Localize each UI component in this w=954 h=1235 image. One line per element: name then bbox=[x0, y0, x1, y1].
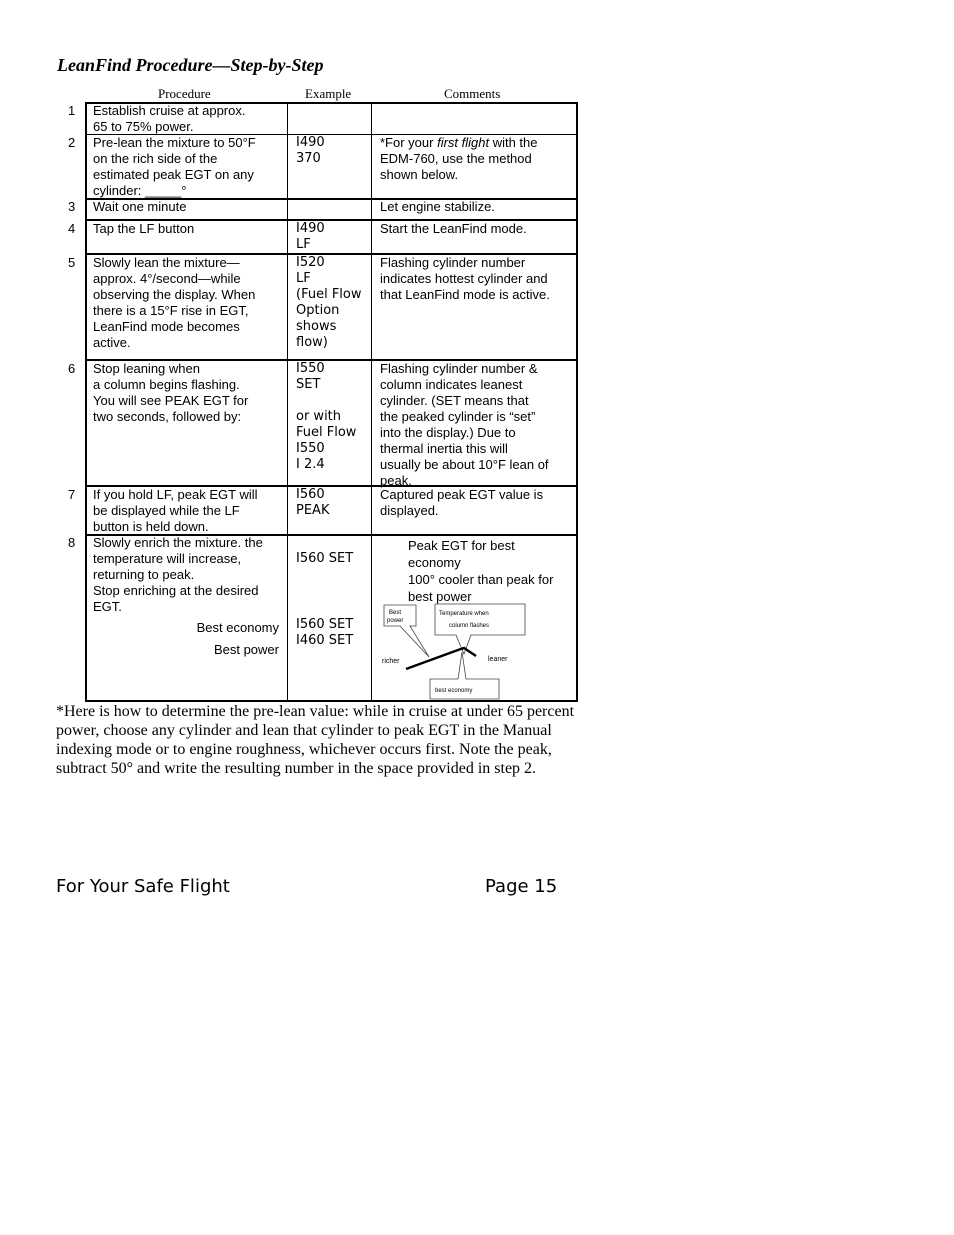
comments-cell bbox=[380, 135, 574, 183]
table-divider-1 bbox=[287, 102, 288, 702]
row-number: 4 bbox=[68, 221, 76, 236]
diagram-temperature-line1: Temperature when bbox=[439, 611, 489, 617]
example-cell: I490 370 bbox=[296, 135, 325, 166]
procedure-cell: Tap the LF button bbox=[93, 221, 195, 236]
footer-title: For Your Safe Flight bbox=[56, 876, 230, 897]
comments-text: with the EDM-760, use the method shown below. bbox=[380, 135, 538, 182]
procedure-cell: Slowly lean the mixture— approx. 4°/second—while observing the display. When there is a 15°F rise in EGT, LeanFind mode becomes active. bbox=[93, 255, 256, 350]
comments-cell: 100° cooler than peak for best power bbox=[408, 572, 554, 604]
best-power-label: Best power bbox=[213, 642, 279, 657]
row-number: 1 bbox=[68, 103, 76, 118]
procedure-cell: Establish cruise at approx. 65 to 75% power. bbox=[93, 103, 246, 134]
procedure-text: Pre-lean the mixture to 50°F on the rich side of the estimated peak EGT on any cylinder: bbox=[93, 135, 256, 198]
pre-lean-blank: _____ bbox=[145, 183, 182, 198]
table-border-right bbox=[576, 102, 578, 702]
comments-cell: Captured peak EGT value is displayed. bbox=[380, 487, 544, 518]
comments-cell: Flashing cylinder number & column indicates leanest cylinder. (SET means that the peaked cylinder is “set” into the display.) Due to thermal inertia this will usually be about 10°F lean of peak. bbox=[380, 361, 549, 488]
comments-cell: Let engine stabilize. bbox=[380, 199, 495, 214]
comments-emphasis: first flight bbox=[437, 135, 490, 150]
comments-cell: Peak EGT for best economy bbox=[408, 538, 515, 570]
table-divider-2 bbox=[371, 102, 372, 702]
diagram-richer: richer bbox=[382, 658, 400, 665]
header-example: Example bbox=[305, 86, 352, 101]
egt-curve-diagram bbox=[376, 600, 574, 700]
row-number: 8 bbox=[68, 535, 76, 550]
diagram-temperature-line2: column flashes bbox=[449, 623, 490, 629]
page-title: LeanFind Procedure—Step-by-Step bbox=[57, 55, 324, 75]
header-comments: Comments bbox=[444, 86, 501, 101]
comments-cell: Start the LeanFind mode. bbox=[380, 221, 527, 236]
row-number: 5 bbox=[68, 255, 76, 270]
example-cell: I550 SET or with Fuel Flow I550 I 2.4 bbox=[296, 361, 357, 472]
diagram-best-power-line1: Best bbox=[389, 610, 402, 616]
row-number: 3 bbox=[68, 199, 76, 214]
example-cell: I520 LF (Fuel Flow Option shows flow) bbox=[296, 255, 362, 350]
procedure-cell: Stop leaning when a column begins flashing. You will see PEAK EGT for two seconds, followed by: bbox=[93, 361, 249, 424]
example-cell: I560 PEAK bbox=[296, 487, 330, 518]
comments-cell: Flashing cylinder number indicates hottest cylinder and that LeanFind mode is active. bbox=[380, 255, 550, 302]
comments-text: *For your bbox=[380, 135, 438, 150]
diagram-leaner: leaner bbox=[488, 656, 508, 663]
egt-curve bbox=[406, 648, 476, 669]
degree-symbol: ° bbox=[181, 183, 187, 198]
procedure-cell: Wait one minute bbox=[93, 199, 187, 214]
header-procedure: Procedure bbox=[158, 86, 211, 101]
procedure-cell bbox=[93, 135, 285, 199]
row-number: 2 bbox=[68, 135, 76, 150]
diagram-best-economy: best economy bbox=[435, 688, 473, 694]
row-number: 7 bbox=[68, 487, 76, 502]
example-cell: I560 SET bbox=[296, 551, 354, 566]
procedure-cell: If you hold LF, peak EGT will be displayed while the LF button is held down. bbox=[93, 487, 258, 534]
footnote: *Here is how to determine the pre-lean value: while in cruise at under 65 percent power, choose any cylinder and lean that cylinder to peak EGT in the Manual indexing mode or to engine roughness, whichever occurs first. Note the peak, subtract 50° and write the resulting number in the space provided in step 2. bbox=[56, 703, 575, 777]
example-cell: I560 SET I460 SET bbox=[296, 617, 354, 648]
best-economy-label: Best economy bbox=[196, 620, 279, 635]
page-number: Page 15 bbox=[485, 876, 558, 897]
diagram-best-power-line2: power bbox=[387, 618, 404, 624]
procedure-cell: Slowly enrich the mixture. the temperature will increase, returning to peak. Stop enriching at the desired EGT. bbox=[93, 535, 263, 614]
table-border-left bbox=[85, 102, 87, 702]
row-number: 6 bbox=[68, 361, 76, 376]
example-cell: I490 LF bbox=[296, 221, 325, 252]
